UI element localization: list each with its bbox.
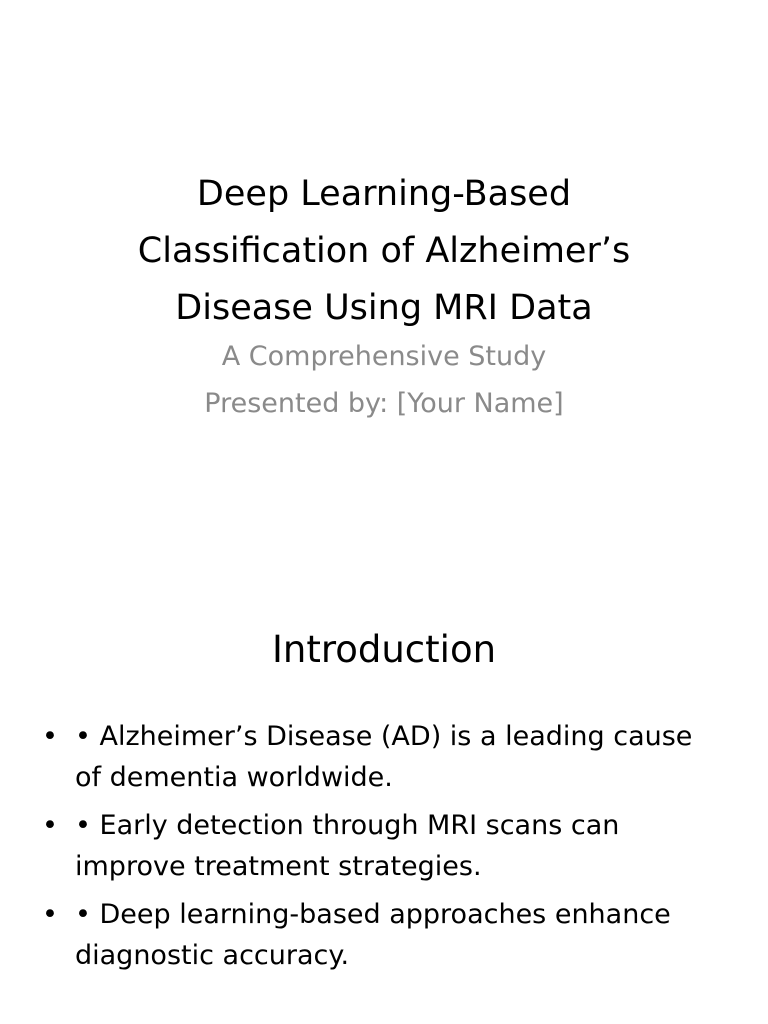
bullet-marker: • bbox=[42, 899, 58, 930]
presentation-subtitle bbox=[60, 333, 708, 427]
bullet-text bbox=[75, 805, 730, 887]
title-line: Disease Using MRI Data bbox=[175, 288, 593, 328]
presenter-line: Presented by: [Your Name] bbox=[204, 388, 564, 419]
presentation-title bbox=[60, 166, 708, 337]
introduction-slide bbox=[0, 512, 768, 1024]
bullet-list bbox=[40, 716, 730, 983]
title-line: Classification of Alzheimer’s bbox=[137, 231, 631, 271]
bullet-item bbox=[40, 805, 730, 887]
slide-title: Introduction bbox=[271, 628, 497, 671]
subtitle-line: A Comprehensive Study bbox=[221, 341, 547, 372]
bullet-line: improve treatment strategies. bbox=[75, 851, 482, 882]
bullet-text bbox=[75, 894, 730, 976]
bullet-line: • Early detection through MRI scans can bbox=[75, 810, 620, 841]
title-line: Deep Learning-Based bbox=[196, 174, 572, 214]
bullet-text bbox=[75, 716, 730, 798]
bullet-item bbox=[40, 894, 730, 976]
bullet-marker: • bbox=[42, 810, 58, 841]
bullet-line: • Deep learning-based approaches enhance bbox=[75, 899, 671, 930]
bullet-line: diagnostic accuracy. bbox=[75, 940, 350, 971]
bullet-line: • Alzheimer’s Disease (AD) is a leading cause bbox=[75, 721, 693, 752]
bullet-item bbox=[40, 716, 730, 798]
bullet-marker: • bbox=[42, 721, 58, 752]
bullet-line: of dementia worldwide. bbox=[75, 762, 393, 793]
